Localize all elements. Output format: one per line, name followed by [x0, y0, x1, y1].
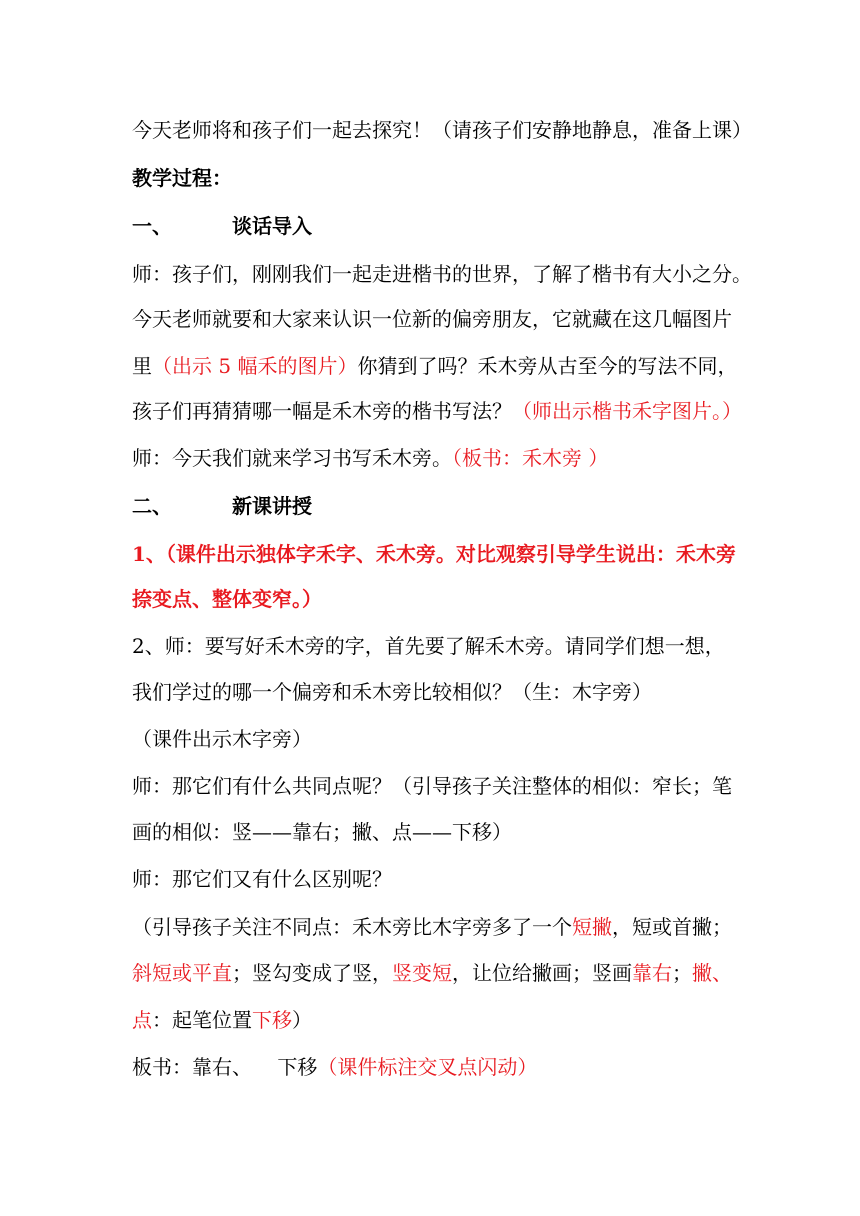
difference-line-3-part-1: ：起笔位置 [152, 1008, 252, 1032]
difference-question: 师：那它们又有什么区别呢？ [132, 867, 392, 891]
intro-note: （请孩子们安静地静息，准备上课） [432, 118, 752, 142]
section1-line-1: 师：孩子们，刚刚我们一起走进楷书的世界，了解了楷书有大小之分。 [132, 262, 752, 286]
short-pie-highlight: 短撇 [572, 915, 612, 939]
section1-heading [132, 214, 732, 238]
show-regular-script-note: （师出示楷书禾字图片。） [512, 399, 742, 423]
point2-line-2: 我们学过的哪一个偏旁和禾木旁比较相似？（生：木字旁） [132, 680, 652, 704]
slant-short-highlight: 斜短或平直 [132, 961, 232, 985]
difference-line-2-part-2: ，让位给撇画；竖画 [452, 961, 632, 985]
section2-number: 二、 [132, 494, 172, 518]
pie-highlight: 撇、 [692, 961, 732, 985]
lean-right-highlight: 靠右 [632, 961, 672, 985]
board-writing-text: 板书：靠右、 下移 [132, 1055, 318, 1079]
difference-line-2 [132, 961, 732, 985]
difference-line-2-part-1: ；竖勾变成了竖， [232, 961, 392, 985]
intro-line [132, 118, 752, 142]
intro-text: 今天老师将和孩子们一起去探究！ [132, 118, 432, 142]
difference-line-1-end: ，短或首撇； [612, 915, 732, 939]
point1-line-2: 捺变点、整体变窄。） [132, 587, 322, 611]
process-heading: 教学过程： [132, 166, 232, 190]
difference-line-2-part-3: ； [672, 961, 692, 985]
vertical-short-highlight: 竖变短 [392, 961, 452, 985]
section1-number: 一、 [132, 214, 172, 238]
section1-line-3-end: 你猜到了吗？禾木旁从古至今的写法不同， [357, 354, 738, 378]
board-writing-line [132, 1055, 732, 1079]
section1-line-3 [132, 354, 738, 378]
move-down-highlight: 下移 [252, 1008, 292, 1032]
section2-heading [132, 494, 732, 518]
section1-line-4 [132, 399, 742, 423]
section2-title: 新课讲授 [232, 494, 312, 518]
similarity-line-2: 画的相似：竖——靠右；撇、点——下移） [132, 820, 512, 844]
point2-line-1: 2、师：要写好禾木旁的字，首先要了解禾木旁。请同学们想一想， [132, 634, 725, 658]
courseware-line: （课件出示木字旁） [132, 727, 312, 751]
section1-title: 谈话导入 [232, 214, 312, 238]
section1-line-4-start: 孩子们再猜猜哪一幅是禾木旁的楷书写法？ [132, 399, 512, 423]
difference-line-1-start: （引导孩子关注不同点：禾木旁比木字旁多了一个 [132, 915, 572, 939]
point1-line-1: 1、（课件出示独体字禾字、禾木旁。对比观察引导学生说出：禾木旁 [132, 542, 736, 566]
show-pictures-note: （出示 5 幅禾的图片） [152, 354, 358, 378]
similarity-line-1: 师：那它们有什么共同点呢？（引导孩子关注整体的相似：窄长；笔 [132, 774, 732, 798]
dot-highlight: 点 [132, 1008, 152, 1032]
section1-line-3-start: 里 [132, 354, 152, 378]
difference-line-3-end: ） [292, 1008, 312, 1032]
courseware-mark-note: （课件标注交叉点闪动） [317, 1055, 538, 1079]
difference-line-3 [132, 1008, 732, 1032]
difference-line-1 [132, 915, 732, 939]
section1-line-2: 今天老师就要和大家来认识一位新的偏旁朋友，它就藏在这几幅图片 [132, 307, 732, 331]
section1-line-5-start: 师：今天我们就来学习书写禾木旁。 [132, 446, 452, 470]
board-note: （板书：禾木旁 ） [452, 446, 609, 470]
section1-line-5 [132, 446, 732, 470]
